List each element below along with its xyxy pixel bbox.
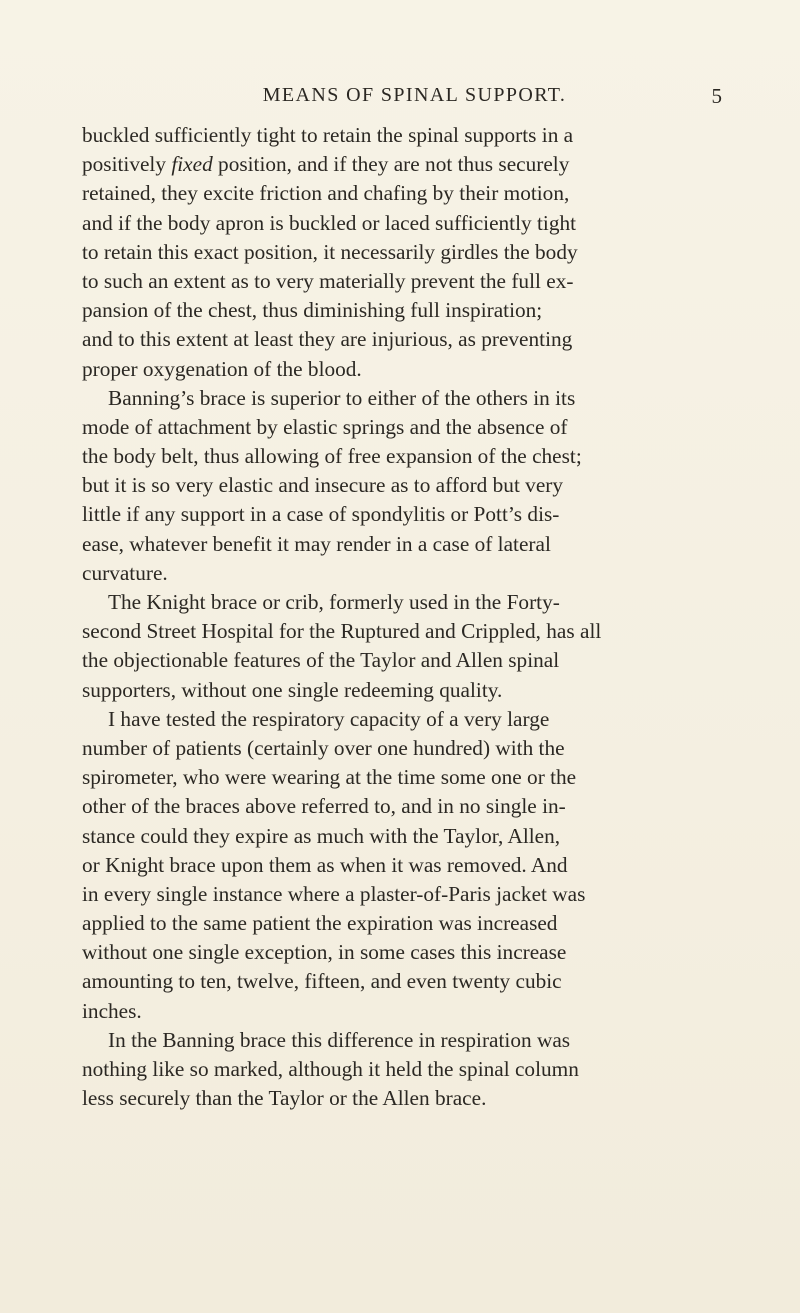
text-line: but it is so very elastic and insecure as to afford but very (82, 473, 564, 498)
text-line: amounting to ten, twelve, fifteen, and even twenty cubic (82, 969, 562, 994)
text-line: or Knight brace upon them as when it was removed. And (82, 852, 568, 877)
running-head (107, 84, 722, 112)
text-line: I have tested the respiratory capacity of a very large (108, 706, 550, 731)
page-title: MEANS OF SPINAL SUPPORT. (262, 84, 567, 106)
text-line: to such an extent as to very materially prevent the full ex- (82, 268, 574, 293)
text-line: less securely than the Taylor or the Allen brace. (82, 1086, 487, 1111)
text-line: curvature. (82, 560, 168, 585)
text-line: second Street Hospital for the Ruptured and Crippled, has all (82, 619, 602, 644)
text-line: spirometer, who were wearing at the time some one or the (82, 765, 577, 790)
text-line (82, 150, 738, 179)
text-line: little if any support in a case of spondylitis or Pott’s dis- (82, 502, 560, 527)
text-line: pansion of the chest, thus diminishing full inspiration; (82, 298, 543, 323)
text-line: nothing like so marked, although it held the spinal column (82, 1057, 579, 1081)
text-line: applied to the same patient the expiration was increased (82, 911, 558, 936)
text-segment: positively (82, 152, 172, 177)
page-number: 5 (711, 84, 722, 108)
text-line: in every single instance where a plaster-of-Paris jacket was (82, 881, 586, 906)
text-line: buckled sufficiently tight to retain the spinal supports in a (82, 123, 574, 147)
text-line: supporters, without one single redeeming quality. (82, 677, 503, 702)
text-line: proper oxygenation of the blood. (82, 356, 362, 381)
text-line: ease, whatever benefit it may render in a case of lateral (82, 531, 551, 556)
text-line: to retain this exact position, it necessarily girdles the body (82, 239, 578, 264)
text-line: inches. (82, 998, 142, 1023)
text-line: the objectionable features of the Taylor and Allen spinal (82, 648, 560, 673)
text-line: The Knight brace or crib, formerly used in the Forty- (108, 590, 560, 614)
text-line: other of the braces above referred to, and in no single in- (82, 794, 566, 819)
text-line: the body belt, thus allowing of free expansion of the chest; (82, 444, 582, 469)
text-line: In the Banning brace this difference in respiration was (108, 1027, 571, 1052)
text-line: and to this extent at least they are injurious, as preventing (82, 327, 573, 352)
italic-word: fixed (171, 152, 213, 177)
text-line: retained, they excite friction and chafing by their motion, (82, 181, 570, 206)
text-segment: position, and if they are not thus securely (212, 152, 570, 177)
text-line: without one single exception, in some cases this increase (82, 940, 567, 965)
body-text (82, 121, 738, 1113)
text-line: and if the body apron is buckled or laced sufficiently tight (82, 210, 577, 235)
text-line: stance could they expire as much with the Taylor, Allen, (82, 823, 561, 848)
text-line: mode of attachment by elastic springs and the absence of (82, 414, 568, 439)
text-line: Banning’s brace is superior to either of the others in its (108, 385, 576, 410)
text-line: number of patients (certainly over one hundred) with the (82, 735, 565, 760)
